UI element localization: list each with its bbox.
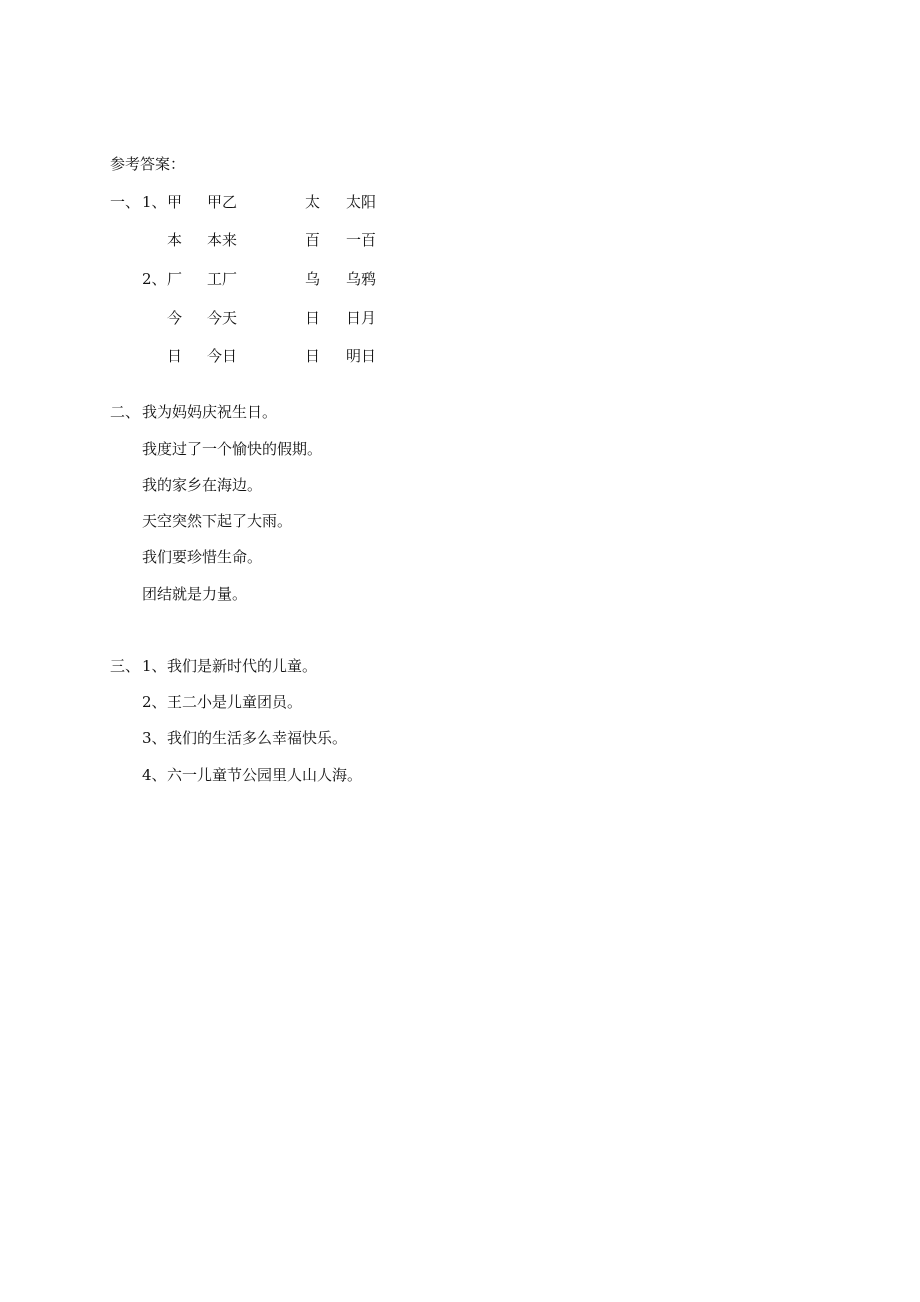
item-text: 六一儿童节公园里人山人海。 — [167, 766, 363, 784]
sentence-line: 我为妈妈庆祝生日。 — [142, 403, 278, 421]
word-cell: 甲乙 — [207, 193, 238, 211]
sentence-line: 我的家乡在海边。 — [142, 476, 263, 494]
section-3-prefix: 三、 — [110, 657, 141, 675]
section-1-prefix: 一、 — [110, 193, 141, 211]
sentence-line: 天空突然下起了大雨。 — [142, 512, 293, 530]
item-number: 2、 — [142, 693, 167, 711]
word-cell: 日月 — [346, 309, 377, 327]
section-1-group-2-number: 2、 — [142, 270, 167, 288]
character-cell: 日 — [305, 347, 321, 365]
character-cell: 日 — [305, 309, 321, 327]
character-cell: 乌 — [305, 270, 321, 288]
word-cell: 明日 — [346, 347, 377, 365]
character-cell: 百 — [305, 231, 321, 249]
item-text: 我们的生活多么幸福快乐。 — [167, 729, 348, 747]
character-cell: 太 — [305, 193, 321, 211]
sentence-line: 我度过了一个愉快的假期。 — [142, 440, 323, 458]
word-cell: 本来 — [207, 231, 238, 249]
item-text: 我们是新时代的儿童。 — [167, 657, 318, 675]
character-cell: 今 — [167, 309, 183, 327]
word-cell: 一百 — [346, 231, 377, 249]
sentence-line: 团结就是力量。 — [142, 585, 248, 603]
item-number: 3、 — [142, 729, 167, 747]
word-cell: 今天 — [207, 309, 238, 327]
item-text: 王二小是儿童团员。 — [167, 693, 303, 711]
sentence-line: 我们要珍惜生命。 — [142, 548, 263, 566]
character-cell: 日 — [167, 347, 183, 365]
page-title: 参考答案： — [110, 155, 186, 173]
word-cell: 今日 — [207, 347, 238, 365]
character-cell: 甲 — [167, 193, 183, 211]
item-number: 1、 — [142, 657, 167, 675]
section-1-group-1-number: 1、 — [142, 193, 167, 211]
section-2-prefix: 二、 — [110, 403, 141, 421]
item-number: 4、 — [142, 766, 167, 784]
character-cell: 厂 — [167, 270, 183, 288]
word-cell: 工厂 — [207, 270, 238, 288]
word-cell: 乌鸦 — [346, 270, 377, 288]
word-cell: 太阳 — [346, 193, 377, 211]
character-cell: 本 — [167, 231, 183, 249]
